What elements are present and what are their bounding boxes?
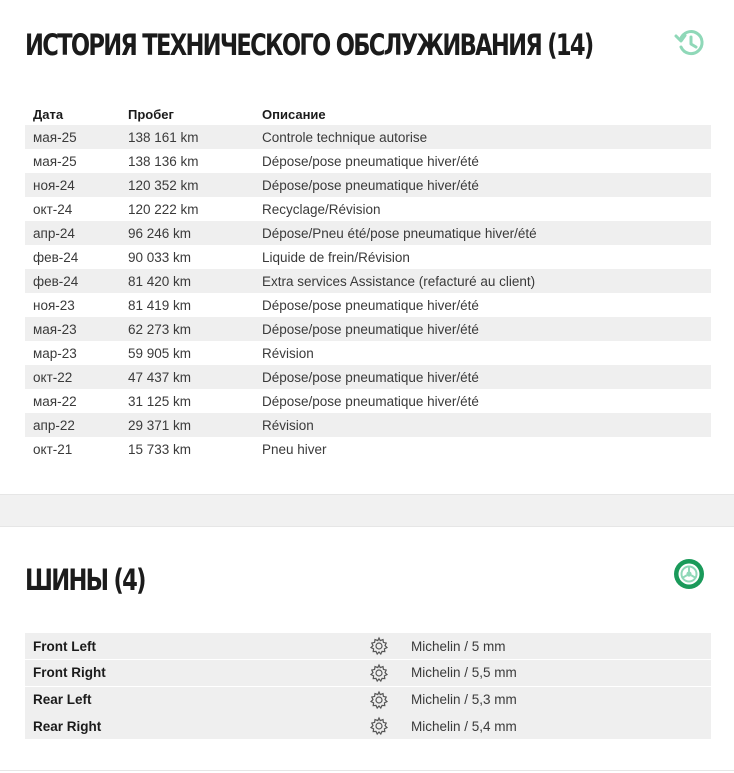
- table-header: [25, 103, 711, 125]
- row-description: Révision: [262, 417, 314, 433]
- row-description: Controle technique autorise: [262, 129, 428, 145]
- row-date: апр-24: [33, 225, 75, 241]
- tires-section: [0, 526, 734, 773]
- row-mileage: 138 136 km: [128, 153, 199, 169]
- tires-title: ШИНЫ (4): [25, 563, 145, 597]
- row-mileage: 29 371 km: [128, 417, 192, 433]
- table-row: [25, 293, 711, 317]
- row-description: Dépose/pose pneumatique hiver/été: [262, 321, 479, 337]
- table-row: [25, 125, 711, 149]
- row-date: окт-22: [33, 369, 73, 385]
- table-row: [25, 269, 711, 293]
- row-date: фев-24: [33, 273, 79, 289]
- row-mileage: 81 420 km: [128, 273, 192, 289]
- table-row: [25, 197, 711, 221]
- tire-position: Rear Right: [33, 718, 102, 734]
- bottom-divider: [0, 770, 734, 771]
- table-row: [25, 221, 711, 245]
- cog-icon: [369, 690, 411, 710]
- tire-row: [25, 687, 711, 713]
- row-description: Dépose/pose pneumatique hiver/été: [262, 369, 479, 385]
- row-description: Dépose/pose pneumatique hiver/été: [262, 393, 479, 409]
- row-date: окт-24: [33, 201, 73, 217]
- row-description: Recyclage/Révision: [262, 201, 381, 217]
- row-date: мая-25: [33, 153, 77, 169]
- section-divider: [0, 494, 734, 527]
- row-date: ноя-24: [33, 177, 75, 193]
- table-row: [25, 437, 711, 461]
- row-mileage: 120 352 km: [128, 177, 199, 193]
- tire-position: Front Left: [33, 638, 96, 654]
- row-mileage: 96 246 km: [128, 225, 192, 241]
- tire-value: Michelin / 5,3 mm: [411, 692, 517, 708]
- header-date: Дата: [33, 106, 64, 122]
- row-date: мар-23: [33, 345, 77, 361]
- tire-icon[interactable]: [672, 557, 708, 593]
- row-mileage: 47 437 km: [128, 369, 192, 385]
- history-icon[interactable]: [672, 25, 708, 61]
- table-row: [25, 413, 711, 437]
- row-mileage: 15 733 km: [128, 441, 192, 457]
- row-mileage: 90 033 km: [128, 249, 192, 265]
- maintenance-table: [25, 103, 711, 461]
- row-description: Dépose/pose pneumatique hiver/été: [262, 153, 479, 169]
- row-mileage: 31 125 km: [128, 393, 192, 409]
- tire-value: Michelin / 5 mm: [411, 638, 506, 654]
- table-row: [25, 317, 711, 341]
- row-description: Dépose/pose pneumatique hiver/été: [262, 297, 479, 313]
- maintenance-title: ИСТОРИЯ ТЕХНИЧЕСКОГО ОБСЛУЖИВАНИЯ (14): [25, 28, 593, 62]
- row-mileage: 120 222 km: [128, 201, 199, 217]
- row-date: мая-25: [33, 129, 77, 145]
- table-row: [25, 341, 711, 365]
- tire-row: [25, 660, 711, 686]
- tire-value: Michelin / 5,5 mm: [411, 665, 517, 681]
- row-mileage: 62 273 km: [128, 321, 192, 337]
- table-row: [25, 245, 711, 269]
- row-description: Extra services Assistance (refacturé au client): [262, 273, 536, 289]
- row-date: мая-23: [33, 321, 77, 337]
- row-date: фев-24: [33, 249, 79, 265]
- cog-icon: [369, 636, 411, 656]
- tires-table: [25, 633, 711, 740]
- header-mileage: Пробег: [128, 106, 174, 122]
- table-row: [25, 365, 711, 389]
- tire-position: Rear Left: [33, 692, 92, 708]
- row-description: Dépose/pose pneumatique hiver/été: [262, 177, 479, 193]
- table-row: [25, 389, 711, 413]
- row-mileage: 81 419 km: [128, 297, 192, 313]
- tire-value: Michelin / 5,4 mm: [411, 718, 517, 734]
- cog-icon: [369, 716, 411, 736]
- row-date: апр-22: [33, 417, 75, 433]
- row-description: Pneu hiver: [262, 441, 327, 457]
- row-description: Révision: [262, 345, 314, 361]
- header-description: Описание: [262, 106, 326, 122]
- row-date: мая-22: [33, 393, 77, 409]
- row-description: Dépose/Pneu été/pose pneumatique hiver/été: [262, 225, 537, 241]
- tire-row: [25, 633, 711, 659]
- row-mileage: 138 161 km: [128, 129, 199, 145]
- row-date: ноя-23: [33, 297, 75, 313]
- row-date: окт-21: [33, 441, 73, 457]
- row-description: Liquide de frein/Révision: [262, 249, 410, 265]
- tire-row: [25, 713, 711, 739]
- tire-position: Front Right: [33, 665, 106, 681]
- cog-icon: [369, 663, 411, 683]
- table-row: [25, 173, 711, 197]
- table-row: [25, 149, 711, 173]
- row-mileage: 59 905 km: [128, 345, 192, 361]
